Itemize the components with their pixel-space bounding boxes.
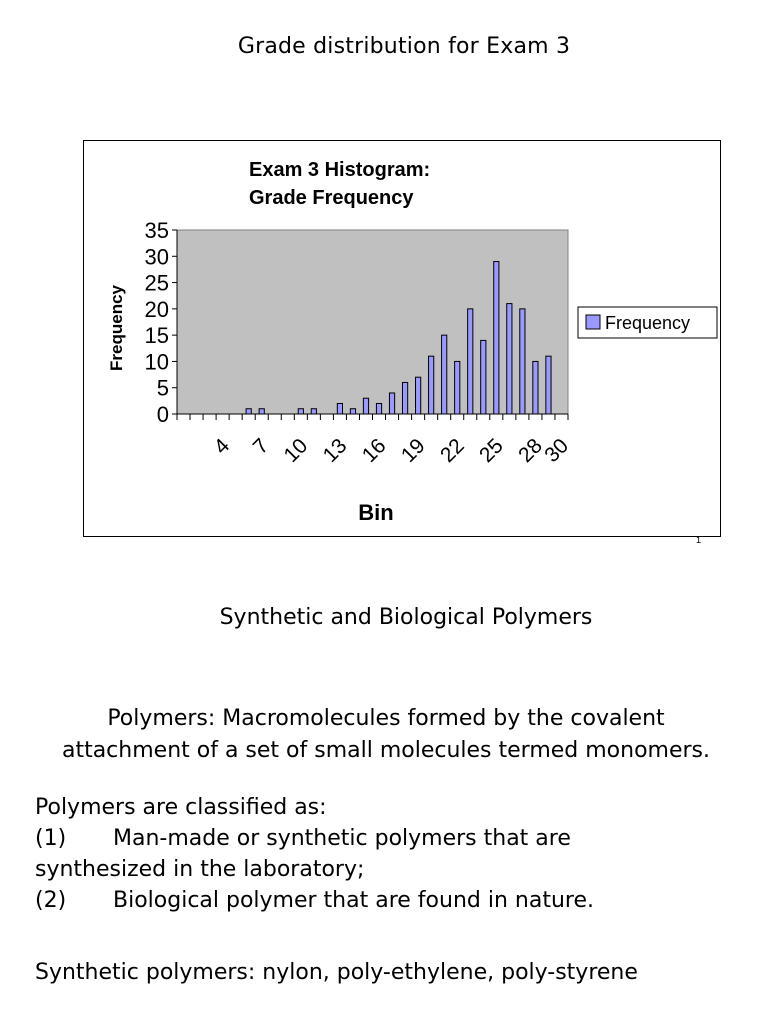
bar [389, 393, 394, 414]
legend-swatch [586, 315, 600, 329]
y-tick-label: 35 [144, 218, 169, 243]
x-tick-label: 30 [540, 434, 574, 468]
bar [416, 377, 421, 414]
page-number: 1 [696, 535, 702, 545]
y-tick-label: 25 [144, 270, 169, 296]
bar [468, 309, 473, 414]
chart-title-line-1: Exam 3 Histogram: [249, 159, 431, 181]
bar [259, 409, 264, 414]
x-tick-label: 7 [248, 434, 274, 459]
definition-line: Polymers: Macromolecules formed by the covalent [107, 706, 665, 731]
bar [494, 262, 499, 414]
page-title: Grade distribution for Exam 3 [237, 34, 571, 59]
chart-title-line-2: Grade Frequency [249, 187, 414, 209]
legend-label: Frequency [605, 313, 691, 333]
list-item [35, 885, 755, 916]
list-item [35, 823, 755, 854]
x-tick-label: 13 [318, 434, 352, 468]
classification-list [35, 792, 755, 916]
bar [442, 335, 447, 414]
synthetic-examples: Synthetic polymers: nylon, poly-ethylene, poly-styrene [35, 960, 638, 985]
y-tick-label: 30 [144, 244, 169, 270]
y-tick-label: 0 [156, 402, 169, 427]
list-item-text: Man-made or synthetic polymers that are [113, 826, 571, 851]
bar [520, 309, 525, 414]
y-tick-label: 5 [156, 375, 169, 401]
y-axis-title: Frequency [107, 285, 126, 371]
bar [402, 382, 407, 414]
list-item-number: (1) [35, 826, 67, 851]
x-tick-label: 19 [396, 434, 430, 468]
histogram-svg [84, 141, 722, 538]
bar [507, 304, 512, 414]
y-tick-label: 20 [144, 296, 169, 322]
bar [246, 409, 251, 414]
bar [376, 403, 381, 414]
bar [481, 340, 486, 414]
bar [546, 356, 551, 414]
x-tick-label: 10 [279, 434, 313, 468]
x-tick-label: 22 [435, 434, 469, 468]
x-tick-label: 28 [514, 434, 547, 468]
x-tick-label: 4 [209, 434, 235, 459]
bar [429, 356, 434, 414]
polymer-definition [0, 703, 768, 767]
x-axis-title: Bin [358, 500, 394, 525]
bar [298, 409, 303, 414]
classified-intro: Polymers are classified as: [35, 795, 327, 820]
x-tick-label: 25 [475, 434, 508, 468]
bar [363, 398, 368, 414]
bar [337, 403, 342, 414]
list-item-text: Biological polymer that are found in nature. [113, 888, 594, 913]
y-tick-label: 10 [144, 349, 169, 375]
x-tick-label: 16 [357, 434, 391, 468]
definition-line: attachment of a set of small molecules termed monomers. [61, 738, 711, 763]
histogram-chart [83, 140, 721, 537]
bar [311, 409, 316, 414]
list-item-continuation: synthesized in the laboratory; [35, 857, 365, 882]
bar [350, 409, 355, 414]
bar [533, 361, 538, 414]
list-item-number: (2) [35, 888, 67, 913]
section-heading: Synthetic and Biological Polymers [219, 605, 593, 630]
bar [455, 361, 460, 414]
y-tick-label: 15 [144, 323, 169, 349]
